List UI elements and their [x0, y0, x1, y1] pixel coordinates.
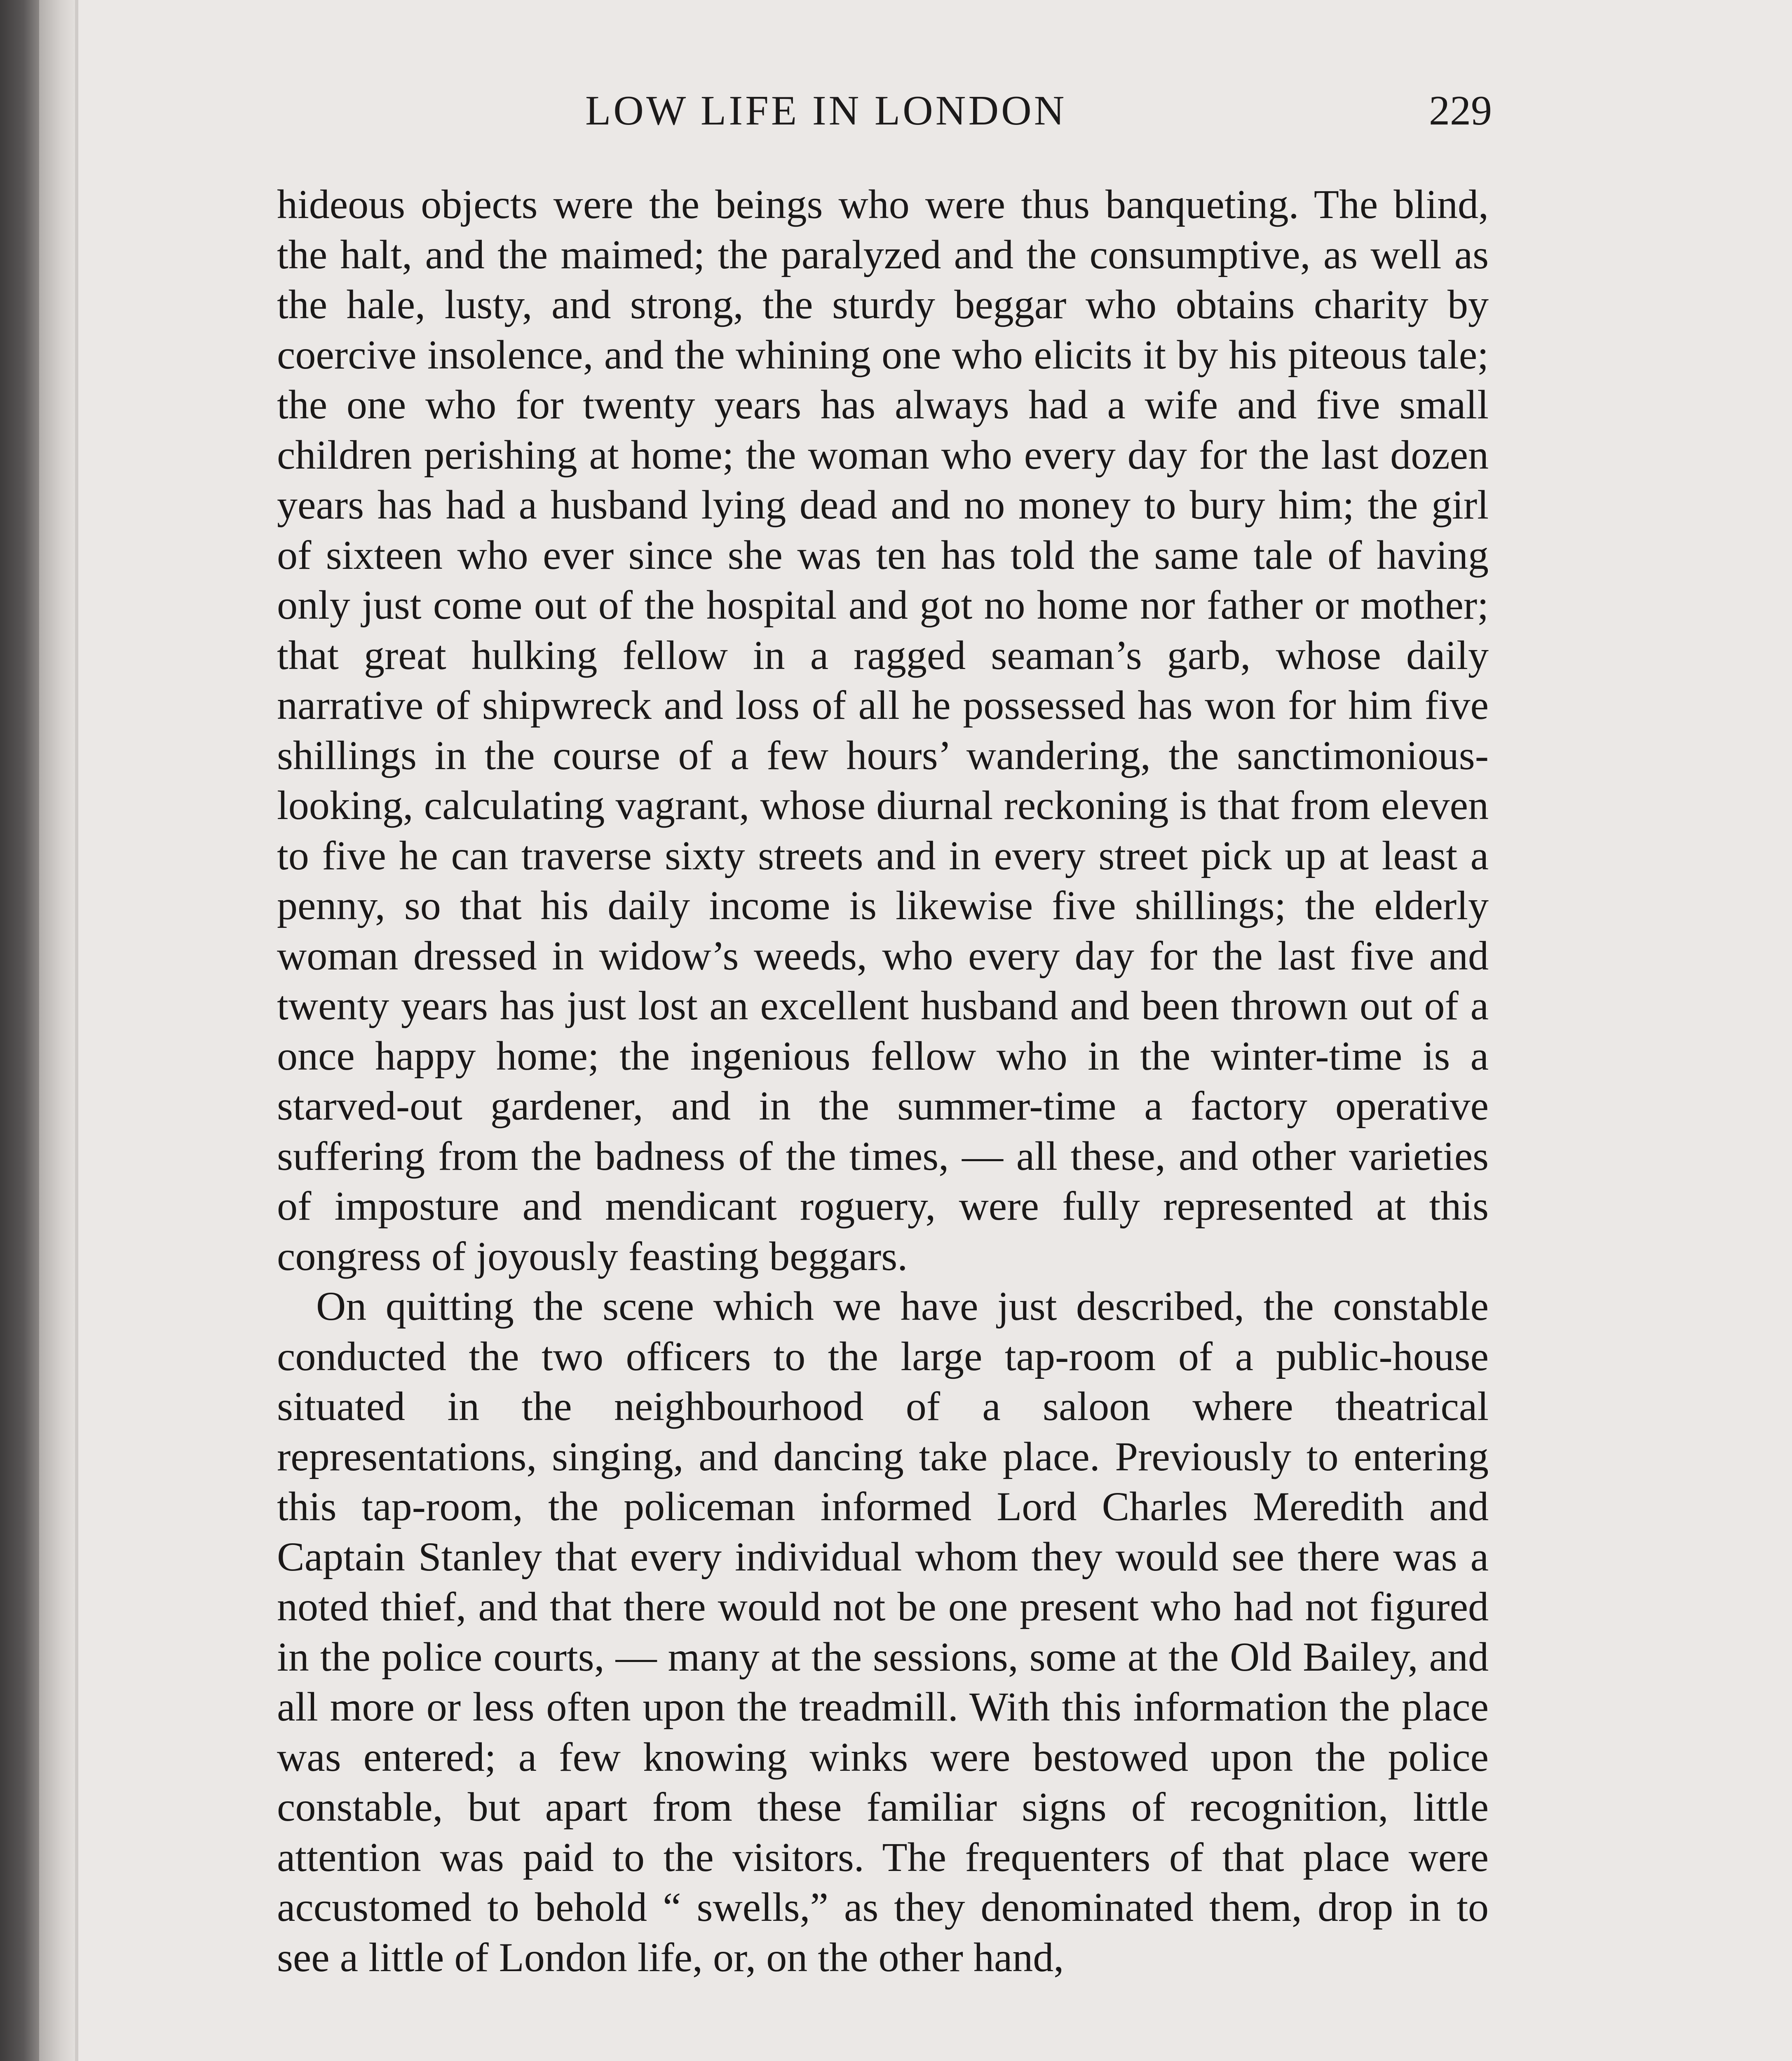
- paragraph-2: On quitting the scene which we have just described, the constable conducted the two officers to the large tap-room of a public-house situated in the neighbourhood of a saloon where theatrical representations, singing, and dancing take place. Previously to entering this tap-room, the policeman informed Lord Charles Meredith and Captain Stanley that every individual whom they would see there was a noted thief, and that there would not be one present who had not figured in the police courts, — many at the sessions, some at the Old Bailey, and all more or less often upon the treadmill. With this information the place was entered; a few knowing winks were bestowed upon the police constable, but apart from these familiar signs of recognition, little attention was paid to the visitors. The frequenters of that place were accustomed to behold “ swells,” as they denominated them, drop in to see a little of London life, or, on the other hand,: [277, 1283, 1489, 1980]
- body-text: [277, 179, 1489, 1982]
- book-binding-edge: [39, 0, 76, 2061]
- page-number: 229: [1429, 87, 1492, 134]
- page-gutter: [75, 0, 78, 2061]
- running-title: LOW LIFE IN LONDON: [585, 87, 1067, 134]
- paragraph-1: hideous objects were the beings who were thus banqueting. The blind, the halt, and the maimed; the paralyzed and the consumptive, as well as the hale, lusty, and strong, the sturdy beggar who obtains charity by coercive insolence, and the whining one who elicits it by his piteous tale; the one who for twenty years has always had a wife and five small children perishing at home; the woman who every day for the last dozen years has had a husband lying dead and no money to bury him; the girl of sixteen who ever since she was ten has told the same tale of having only just come out of the hospital and got no home nor father or mother; that great hulking fellow in a ragged seaman’s garb, whose daily narrative of shipwreck and loss of all he possessed has won for him five shillings in the course of a few hours’ wandering, the sanctimonious-looking, calculating vagrant, whose diurnal reckoning is that from eleven to five he can traverse sixty streets and in every street pick up at least a penny, so that his daily income is likewise five shillings; the elderly woman dressed in widow’s weeds, who every day for the last five and twenty years has just lost an excellent husband and been thrown out of a once happy home; the ingenious fellow who in the winter-time is a starved-out gardener, and in the summer-time a factory operative suffering from the badness of the times, — all these, and other varieties of imposture and mendicant roguery, were fully represented at this congress of joyously feasting beggars.: [277, 181, 1489, 1279]
- page-header: [280, 87, 1492, 153]
- book-binding-shadow: [0, 0, 39, 2061]
